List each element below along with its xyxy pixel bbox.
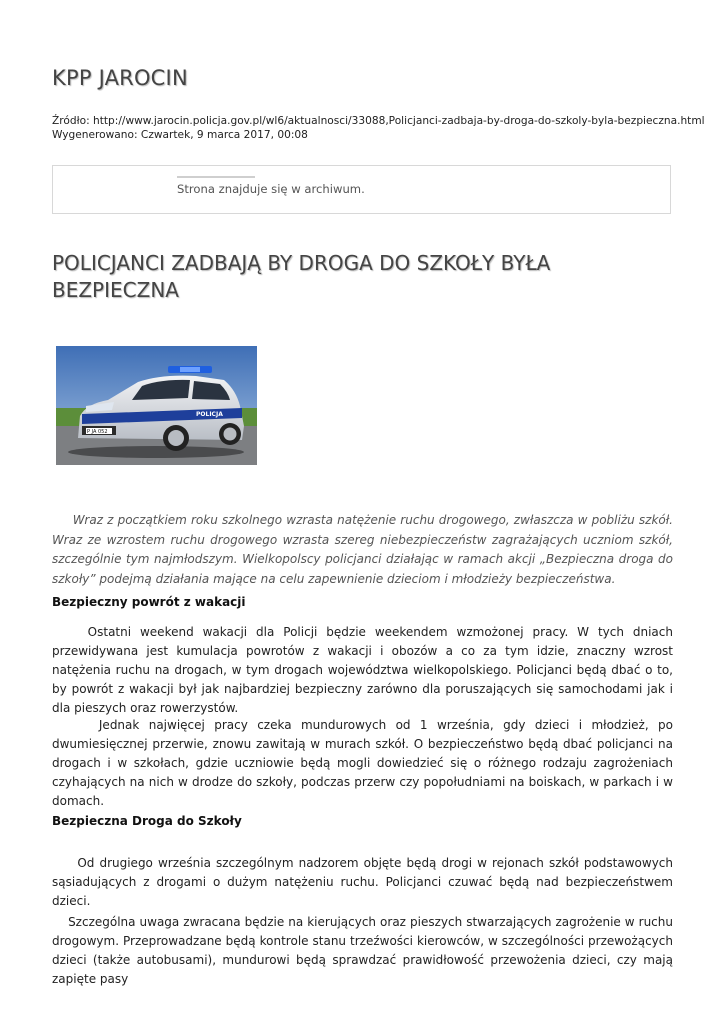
source-url[interactable]: Źródło: http://www.jarocin.policja.gov.pl/wl6/aktualnosci/33088,Policjanci-zadbaja-by-droga-do-szkoly-byla-bezpieczna.html [52, 115, 705, 127]
article-photo [56, 346, 257, 465]
article-lead: Wraz z początkiem roku szkolnego wzrasta natężenie ruchu drogowego, zwłaszcza w pobliżu szkół. Wraz ze wzrostem ruchu drogowego wzrasta szereg niebezpieczeństw zagrażających uczniom szkół, szczególnie tym najmłodszym. Wielkopolscy policjanci działając w ramach akcji „Bezpieczna droga do szkoły” podejmą działania mające na celu zapewnienie dzieciom i młodzieży bezpieczeństwa. [52, 513, 677, 586]
archive-notice-box [52, 165, 671, 214]
paragraph-2: Jednak najwięcej pracy czeka mundurowych od 1 września, gdy dzieci i młodzież, po dwumiesięcznej przerwie, znowu zawitają w murach szkół. O bezpieczeństwo będą dbać policjanci na drogach i w szkołach, gdzie uczniowie będą mogli dowiedzieć się o różnego rodzaju zagrożeniach czyhających na nich w drodze do szkoły, podczas przerw czy popołudniami na boiskach, w parkach i w domach. [52, 718, 677, 808]
section-heading-return: Bezpieczny powrót z wakacji [52, 595, 246, 609]
paragraph-4: Szczególna uwaga zwracana będzie na kierujących oraz pieszych stwarzających zagrożenie w ruchu drogowym. Przeprowadzane będą kontrole stanu trzeźwości kierowców, w szczególności przewożących dzieci (także autobusami), mundurowi będą sprawdzać prawidłowość przewożenia dzieci, czy mają zapięte pasy [52, 915, 677, 986]
section-heading-safe-road: Bezpieczna Droga do Szkoły [52, 814, 242, 828]
source-meta [52, 114, 705, 142]
paragraph-3: Od drugiego września szczególnym nadzorem objęte będą drogi w rejonach szkół podstawowych sąsiadujących z drogami o dużym natężeniu ruchu. Policjanci czuwać będą nad bezpieczeństwem dzieci. [52, 856, 677, 908]
archive-divider [177, 176, 255, 178]
archive-notice: Strona znajduje się w archiwum. [177, 182, 365, 196]
generated-date: Wygenerowano: Czwartek, 9 marca 2017, 00:08 [52, 129, 308, 141]
svg-text:P JA 052: P JA 052 [87, 429, 108, 435]
paragraph-1: Ostatni weekend wakacji dla Policji będzie weekendem wzmożonej pracy. W tych dniach przewidywana jest kumulacja powrotów z wakacji i obozów a co za tym idzie, znaczny wzrost natężenia ruchu na drogach, w tym drogach województwa wielkopolskiego. Policjanci będą dbać o to, by powrót z wakacji był jak najbardziej bezpieczny zarówno dla poruszających się samochodami jak i dla pieszych oraz rowerzystów. [52, 625, 677, 715]
svg-text:POLICJA: POLICJA [196, 411, 223, 418]
article-headline: POLICJANCI ZADBAJĄ BY DROGA DO SZKOŁY BYŁA BEZPIECZNA [52, 251, 551, 302]
site-title: KPP JAROCIN [52, 66, 188, 90]
